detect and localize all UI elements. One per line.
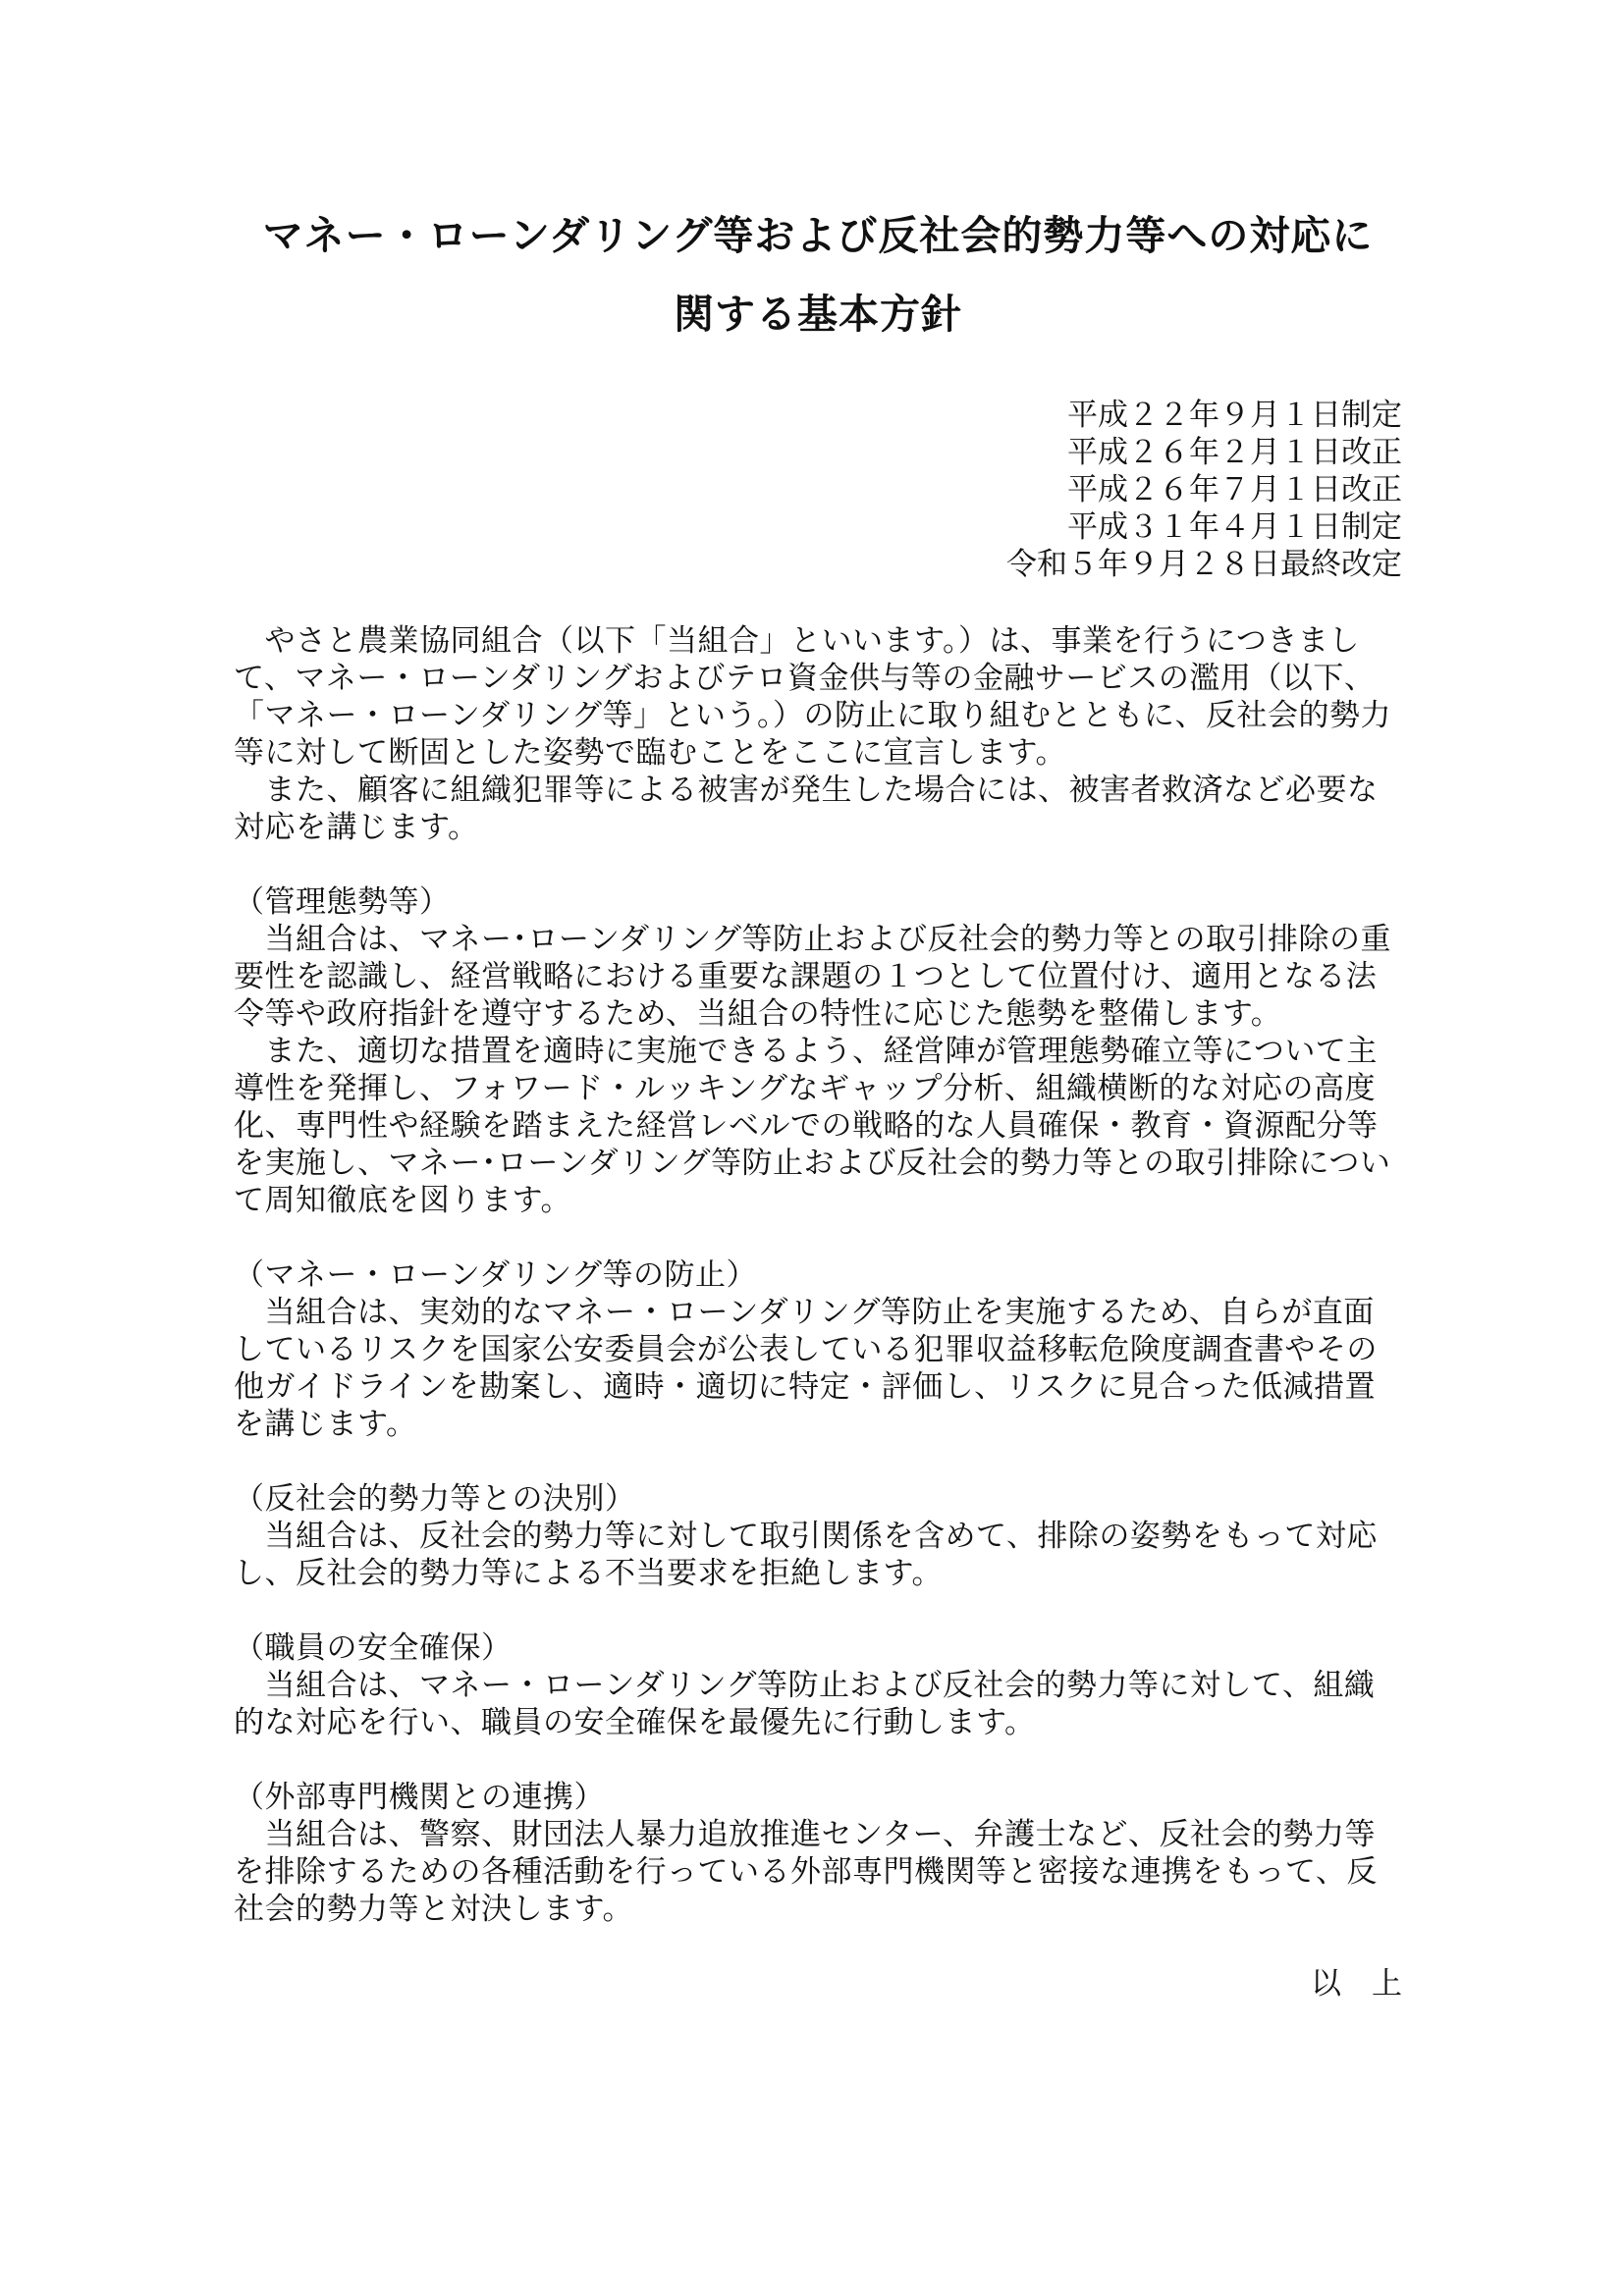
revision-date: 平成３１年４月１日制定: [1067, 509, 1402, 544]
section-paragraph: 当組合は、マネー･ローンダリング等防止および反社会的勢力等との取引排除の重要性を認識し、経営戦略における重要な課題の１つとして位置付け、適用となる法令等や政府指針を遵守するため、当組合の特性に応じた態勢を整備します。: [234, 922, 1392, 1031]
revision-date: 平成２２年９月１日制定: [1067, 398, 1402, 432]
policy-section: [234, 1779, 1402, 1928]
section-heading: （管理態勢等）: [234, 884, 451, 919]
revision-date: 平成２６年２月１日改正: [1067, 435, 1402, 469]
policy-section: [234, 1256, 1402, 1443]
policy-section: [234, 1480, 1402, 1592]
intro-section: [234, 622, 1402, 846]
section-heading: （マネー・ローンダリング等の防止）: [234, 1257, 758, 1292]
title-line-1: マネー・ローンダリング等および反社会的勢力等への対応に: [262, 213, 1374, 258]
closing-mark: 以 上: [1311, 1966, 1402, 2001]
document-body: [234, 622, 1402, 1928]
intro-paragraph: やさと農業協同組合（以下「当組合」といいます。）は、事業を行うにつきまして、マネー・ローンダリングおよびテロ資金供与等の金融サービスの濫用（以下、「マネー・ローンダリング等」という。）の防止に取り組むとともに、反社会的勢力等に対して断固とした姿勢で臨むことをここに宣言します。: [234, 623, 1392, 770]
policy-section: [234, 883, 1402, 1219]
document-title: [234, 196, 1402, 353]
section-paragraph: 当組合は、反社会的勢力等に対して取引関係を含めて、排除の姿勢をもって対応し、反社会的勢力等による不当要求を拒絶します。: [234, 1519, 1378, 1590]
title-line-2: 関する基本方針: [674, 292, 962, 337]
revision-date: 平成２６年７月１日改正: [1067, 472, 1402, 507]
policy-section: [234, 1629, 1402, 1741]
section-heading: （職員の安全確保）: [234, 1630, 513, 1665]
intro-paragraph: また、顧客に組織犯罪等による被害が発生した場合には、被害者救済など必要な対応を講じます。: [234, 773, 1379, 844]
section-heading: （反社会的勢力等との決別）: [234, 1481, 636, 1516]
revision-dates: [234, 397, 1402, 583]
section-paragraph: また、適切な措置を適時に実施できるよう、経営陣が管理態勢確立等について主導性を発揮し、フォワード・ルッキングなギャップ分析、組織横断的な対応の高度化、専門性や経験を踏まえた経営レベルでの戦略的な人員確保・教育・資源配分等を実施し、マネー･ローンダリング等防止および反社会的勢力等との取引排除について周知徹底を図ります。: [234, 1034, 1391, 1217]
policy-sections: [234, 883, 1402, 1928]
section-heading: （外部専門機関との連携）: [234, 1780, 605, 1814]
section-paragraph: 当組合は、実効的なマネー・ローンダリング等防止を実施するため、自らが直面しているリスクを国家公安委員会が公表している犯罪収益移転危険度調査書やその他ガイドラインを勘案し、適時・適切に特定・評価し、リスクに見合った低減措置を講じます。: [234, 1295, 1378, 1441]
section-paragraph: 当組合は、マネー・ローンダリング等防止および反社会的勢力等に対して、組織的な対応を行い、職員の安全確保を最優先に行動します。: [234, 1668, 1376, 1739]
revision-date: 令和５年９月２８日最終改定: [1006, 547, 1402, 581]
section-paragraph: 当組合は、警察、財団法人暴力追放推進センター、弁護士など、反社会的勢力等を排除するための各種活動を行っている外部専門機関等と密接な連携をもって、反社会的勢力等と対決します。: [234, 1817, 1378, 1926]
